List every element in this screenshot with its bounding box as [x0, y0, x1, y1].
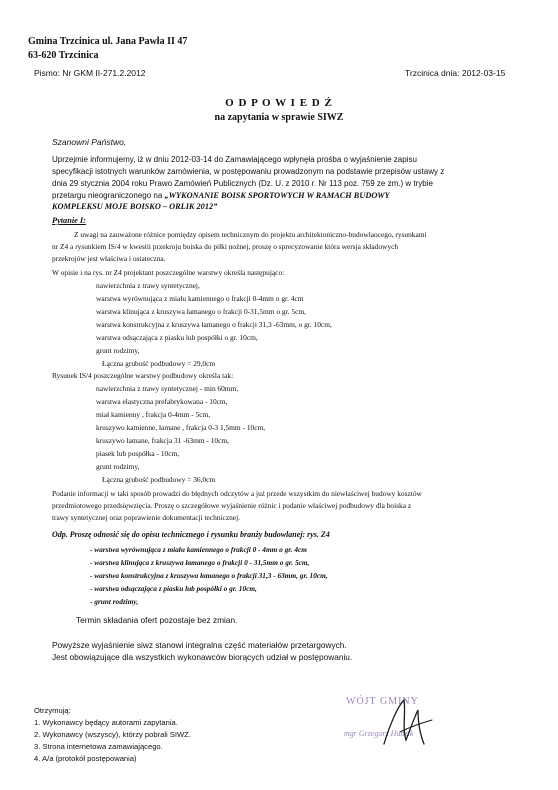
answer-item: - warstwa odsączająca z piasku lub pospółki o gr. 10cm, [90, 584, 257, 593]
answer-item: - warstwa klinująca z kruszywa łamanego o frakcji 0 - 31,5mm o gr. 5cm, [90, 558, 310, 567]
project-title: „WYKONANIE BOISK SPORTOWYCH W RAMACH BUDOWY [164, 191, 390, 200]
official-stamp-title: WÓJT GMINY [346, 696, 419, 707]
greeting: Szanowni Państwo, [52, 137, 127, 147]
handwritten-signature [380, 694, 440, 750]
section1-item: nawierzchnia z trawy syntetycznej, [96, 281, 200, 290]
recipient-item: 2. Wykonawcy (wszyscy), którzy pobrali SIWZ. [34, 730, 191, 739]
section1-item: warstwa wyrównująca z miału kamiennego o frakcji 0-4mm o gr. 4cm [96, 294, 304, 303]
question-line-2: nr Z4 a rysunkiem IS/4 w kwestii przekroju boiska do piłki nożnej, proszę o sprecyzowanie która wersja składowych [52, 242, 399, 251]
section2-item: piasek lub pospółka - 10cm, [96, 449, 180, 458]
section1-item: warstwa odsączająca z piasku lub pospółki o gr. 10cm, [96, 333, 258, 342]
office-postal: 63-620 Trzcinica [28, 50, 99, 61]
section2-item: kruszywo kamienne, łamane , frakcja 0-3 1,5mm - 10cm, [96, 423, 266, 432]
question-line-1: Z uwagi na zauważone różnice pomiędzy opisem technicznym do projektu architektoniczno-budowlaocego, rysunkami [74, 230, 427, 239]
section2-total: Łączna grubość podbudowy = 36,0cm [102, 475, 216, 484]
answer-item: - warstwa wyrównująca z miału kamiennego o frakcji 0 - 4mm o gr. 4cm [90, 545, 307, 554]
intro-line-2: specyfikacji istotnych warunków zamówienia, w postępowaniu prowadzonym na podstawie przepisów ustawy z [52, 167, 445, 176]
section2-heading: Rysunek IS/4 poszczególne warstwy podbudowy określa tak: [52, 371, 234, 380]
recipient-item: 3. Strona internetowa zamawiającego. [34, 742, 163, 751]
section2-item: warstwa elastyczna prefabrykowana - 10cm, [96, 397, 228, 406]
official-stamp-name: mgr Grzegorz Hudzik [344, 729, 414, 738]
conclusion-line-2: przedmiotowego przedsięwzięcia. Proszę o szczegółowe wyjaśnienie różnic i podanie właściwej podbudowy dla boiska z [52, 501, 412, 510]
closing-line-2: Jest obowiązujące dla wszystkich wykonawców biorących udział w postępowaniu. [52, 652, 353, 662]
conclusion-line-3: trawy syntetycznej oraz poprawienie dokumentacji technicznej. [52, 513, 240, 522]
closing-line-1: Powyższe wyjaśnienie siwz stanowi integralna część materiałów przetargowych. [52, 640, 347, 650]
project-title-cont: KOMPLEKSU MOJE BOISKO – ORLIK 2012” [52, 202, 218, 211]
reference-number: Pismo: Nr GKM II-271.2.2012 [34, 68, 146, 78]
section1-total: Łączna grubość podbudowy = 29,0cm [102, 359, 216, 368]
section1-heading: W opisie i na rys. nr Z4 projektant poszczególne warstwy określa następująco: [52, 268, 285, 277]
section2-item: miał kamienny , frakcja 0-4mm - 5cm, [96, 410, 211, 419]
section2-item: kruszywo łamane, frakcja 31 -63mm - 10cm, [96, 436, 229, 445]
recipient-item: 4. A/a (protokół postępowania) [34, 754, 137, 763]
question-label: Pytanie I: [52, 216, 86, 225]
office-name: Gmina Trzcinica ul. Jana Pawła II 47 [28, 36, 188, 47]
section2-item: grunt rodzimy, [96, 462, 140, 471]
recipients-heading: Otrzymują: [34, 706, 71, 715]
section1-item: warstwa konstrukcyjna z kruszywa łamanego o frakcji 31,3 -63mm, o gr. 10cm, [96, 320, 332, 329]
answer-heading: Odp. Proszę odnosić się do opisu technicznego i rysunku branży budowlanej: rys. Z4 [52, 530, 330, 539]
section1-item: warstwa klinująca z kruszywa łamanego o frakcji 0-31,5mm o gr. 5cm, [96, 307, 306, 316]
intro-line-4a: przetargu nieograniczonego na [52, 191, 165, 200]
answer-item: - warstwa konstrukcyjna z kruszywa łamanego o frakcji 31,3 - 63mm, gr. 10cm, [90, 571, 328, 580]
document-date: Trzcinica dnia: 2012-03-15 [405, 68, 506, 78]
conclusion-line-1: Podanie informacji w taki sposób prowadzi do błędnych odczytów a już przede wszystkim do niewłaściwej budowy kosztów [52, 489, 422, 498]
intro-line-4 [52, 190, 390, 201]
section2-item: nawierzchnia z trawy syntetycznej - min 60mm, [96, 384, 239, 393]
document-title: O D P O W I E D Ź [225, 97, 333, 109]
answer-item: - grunt rodzimy, [90, 597, 139, 606]
intro-line-1: Uprzejmie informujemy, iż w dniu 2012-03-14 do Zamawiającego wpłynęła prośba o wyjaśnienie zapisu [52, 155, 417, 164]
section1-item: grunt rodzimy, [96, 346, 140, 355]
deadline-note: Termin składania ofert pozostaje bez zmian. [76, 615, 238, 625]
recipient-item: 1. Wykonawcy będący autorami zapytania. [34, 718, 178, 727]
document-subtitle: na zapytania w sprawie SIWZ [214, 112, 344, 123]
intro-line-3: dnia 29 stycznia 2004 roku Prawo Zamówień Publicznych (Dz. U. z 2010 r. Nr 113 poz. 759 ze zm.) w trybie [52, 179, 433, 188]
question-line-3: przekrojów jest właściwa i ostateczna. [52, 254, 166, 263]
